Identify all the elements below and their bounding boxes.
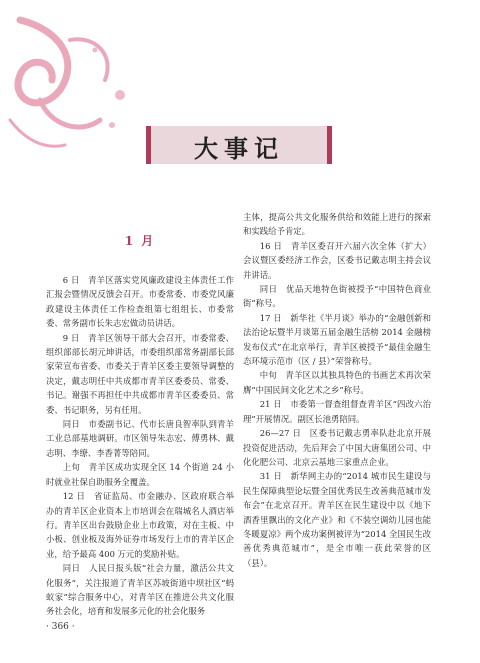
event-paragraph: 31 日 新华网主办的“2014 城市民生建设与民生保障典型论坛暨全国优秀民生改善典范城市发布会”在北京召开。青羊区在民生建设中以《地下酒香里飘出的文化产业》和《不装空调幼儿园也能冬暖夏凉》两个成功案例被评为“2014 全国民生改善优秀典范城市”，是全市唯一获此荣誉的区（县）。: [243, 471, 431, 568]
page-number: · 366 ·: [46, 622, 75, 632]
event-paragraph: 同日 人民日报头版“社会力量，激活公共文化服务”，关注报道了青羊区苏坡街道中坝社区“蚂蚁家”综合服务中心，对青羊区在推进公共文化服务社会化，培育和发展多元化的社会化服务: [46, 563, 234, 617]
event-paragraph: 上旬 青羊区成功实现全区 14 个街道 24 小时就业社保自助服务全覆盖。: [46, 462, 234, 487]
event-paragraph: 21 日 市委第一督查组督查青羊区“四改六治理”开展情况。副区长池勇陪同。: [243, 399, 431, 424]
pink-flower-swirl-icon: [0, 0, 150, 160]
event-paragraph: 17 日 新华社《半月谈》举办的“金融创新和法治论坛暨半月谈第五届金融生活榜 2014 金融榜发布仪式”在北京举行，青羊区被授予“最佳金融生态环境示范市（区 / 县）”荣誉称号。: [243, 312, 431, 367]
event-paragraph: 6 日 青羊区落实党风廉政建设主体责任工作汇报会暨情况反馈会召开。市委常委、市委党风廉政建设主体责任工作检查组第七组组长、市委常委、常务副市长朱志宏做动员讲话。: [46, 275, 234, 329]
event-paragraph: 同日 市委副书记、代市长唐良智率队到青羊工业总部基地调研。市区领导朱志宏、傅勇林、戴志明、李缭、李香菁等陪同。: [46, 419, 234, 458]
left-column: [46, 210, 234, 619]
title-banner: [146, 126, 332, 164]
event-paragraph: 同日 优品天地特色街被授予“中国特色商业街”称号。: [243, 284, 431, 309]
event-paragraph: 中旬 青羊区以其独具特色的书画艺术再次荣膺“中国民间文化艺术之乡”称号。: [243, 370, 431, 395]
event-paragraph: 主体，提高公共文化服务供给和效能上进行的探索和实践给予肯定。: [243, 212, 431, 237]
event-paragraph: 16 日 青羊区委召开六届六次全体（扩大）会议暨区委经济工作会，区委书记戴志明主持会议并讲话。: [243, 240, 431, 280]
banner-right-bar: [327, 126, 332, 164]
event-paragraph: 26—27 日 区委书记戴志勇率队赴北京开展投资促进活动，先后拜会了中国大唐集团公司、中化化肥公司、北京云基地三家重点企业。: [243, 428, 431, 467]
right-column: [243, 210, 431, 570]
event-paragraph: 9 日 青羊区领导干部大会召开，市委常委、组织部部长胡元坤讲话，市委组织部常务副部长邱家荣宣布省委、市委关于青羊区委主要领导调整的决定，戴志明任中共成都市青羊区委委员、常委、书记。谢强不再担任中共成都市青羊区委委员、常委、书记职务，另有任用。: [46, 332, 234, 415]
event-paragraph: 12 日 省证监局、市金融办、区政府联合举办的青羊区企业资本上市培训会在瑞城名人酒店举行。青羊区出台鼓励企业上市政策，对在主板、中小板、创业板及海外证券市场发行上市的青羊区企业，给予最高 400 万元的奖励补贴。: [46, 491, 234, 559]
month-heading: 1 月: [124, 234, 156, 248]
page-title: 大事记: [194, 135, 284, 163]
